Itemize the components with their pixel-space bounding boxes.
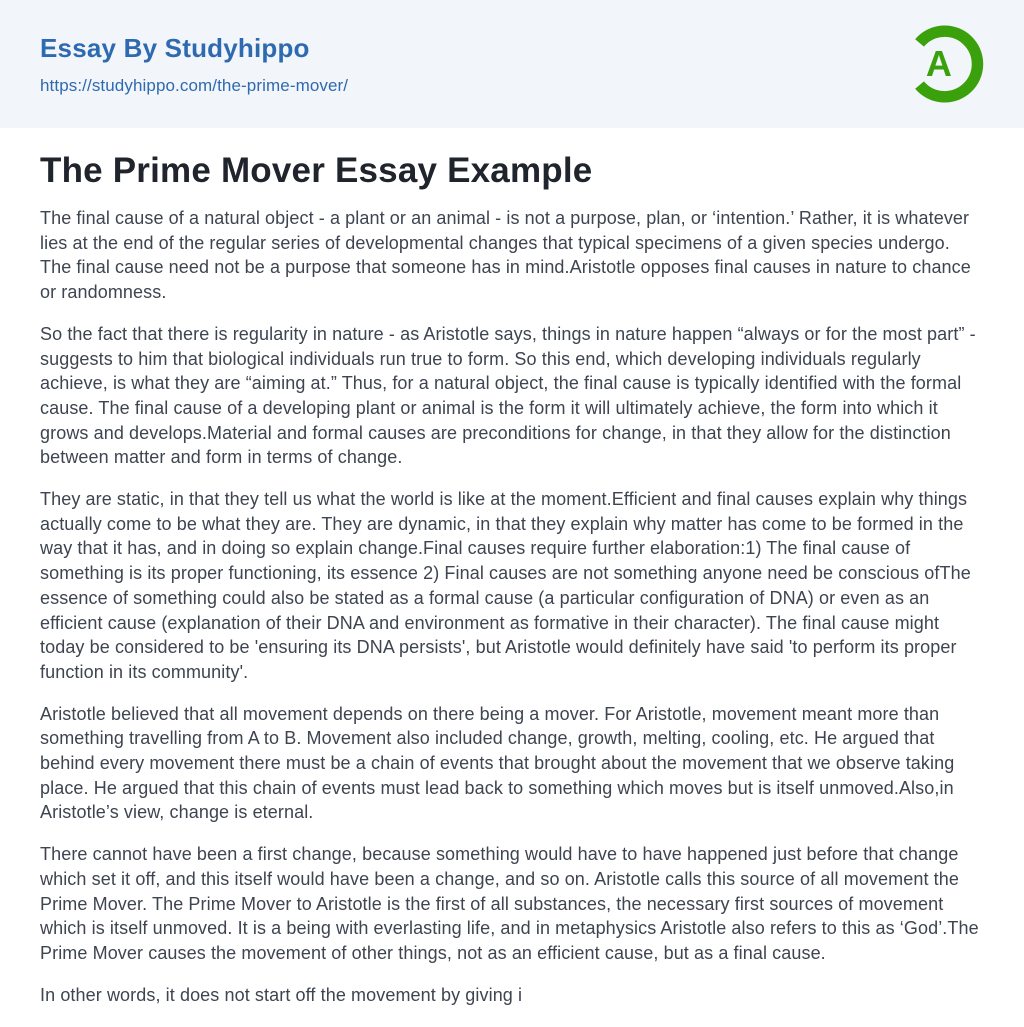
site-label: Essay By Studyhippo [40, 32, 310, 63]
essay-paragraph-1: The final cause of a natural object - a plant or an animal - is not a purpose, plan, or ‘intention.’ Rather, it is whatever lies at the end of the regular series of developmental changes that typical specimens of a given species undergo. The final cause need not be a purpose that someone has in mind.Aristotle opposes final causes in nature to chance or randomness. [40, 208, 971, 303]
essay-body [40, 206, 984, 1007]
header-text-block [40, 33, 348, 96]
studyhippo-logo [902, 18, 984, 110]
page-url-link[interactable]: https://studyhippo.com/the-prime-mover/ [40, 75, 349, 95]
essay-paragraph-3: They are static, in that they tell us what the world is like at the moment.Efficient and final causes explain why things actually come to be what they are. They are dynamic, in that they explain why matter has come to be formed in the way that it has, and in doing so explain change.Final causes require further elaboration:1) The final cause of something is its proper functioning, its essence 2) Final causes are not something anyone need be conscious ofThe essence of something could also be stated as a formal cause (a particular configuration of DNA) or even as an efficient cause (explanation of their DNA and environment as formative in their character). The final cause might today be considered to be 'ensuring its DNA persists', but Aristotle would definitely have said 'to perform its proper function in its community'. [40, 489, 971, 682]
logo-letter-a: A [925, 42, 952, 84]
essay-paragraph-6: In other words, it does not start off the movement by giving i [40, 984, 523, 1005]
essay-paragraph-2: So the fact that there is regularity in nature - as Aristotle says, things in nature happen “always or for the most part” - suggests to him that biological individuals run true to form. So this end, which developing individuals regularly achieve, is what they are “aiming at.” Thus, for a natural object, the final cause is typically identified with the formal cause. The final cause of a developing plant or animal is the form it will ultimately achieve, the form into which it grows and develops.Material and formal causes are preconditions for change, in that they allow for the distinction between matter and form in terms of change. [40, 323, 976, 468]
essay-title: The Prime Mover Essay Example [40, 151, 593, 190]
essay-paragraph-5: There cannot have been a first change, because something would have to have happened just before that change which set it off, and this itself would have been a change, and so on. Aristotle calls this source of all movement the Prime Mover. The Prime Mover to Aristotle is the first of all substances, the necessary first sources of movement which is itself unmoved. It is a being with everlasting life, and in metaphysics Aristotle also refers to this as ‘God’.The Prime Mover causes the movement of other things, not as an efficient cause, but as a final cause. [40, 844, 979, 963]
essay-content [0, 128, 1024, 1007]
page-header [0, 0, 1024, 128]
essay-paragraph-4: Aristotle believed that all movement depends on there being a mover. For Aristotle, movement meant more than something travelling from A to B. Movement also included change, growth, melting, cooling, etc. He argued that behind every movement there must be a chain of events that brought about the movement that we observe taking place. He argued that this chain of events must lead back to something which moves but is itself unmoved.Also,in Aristotle’s view, change is eternal. [40, 703, 955, 823]
